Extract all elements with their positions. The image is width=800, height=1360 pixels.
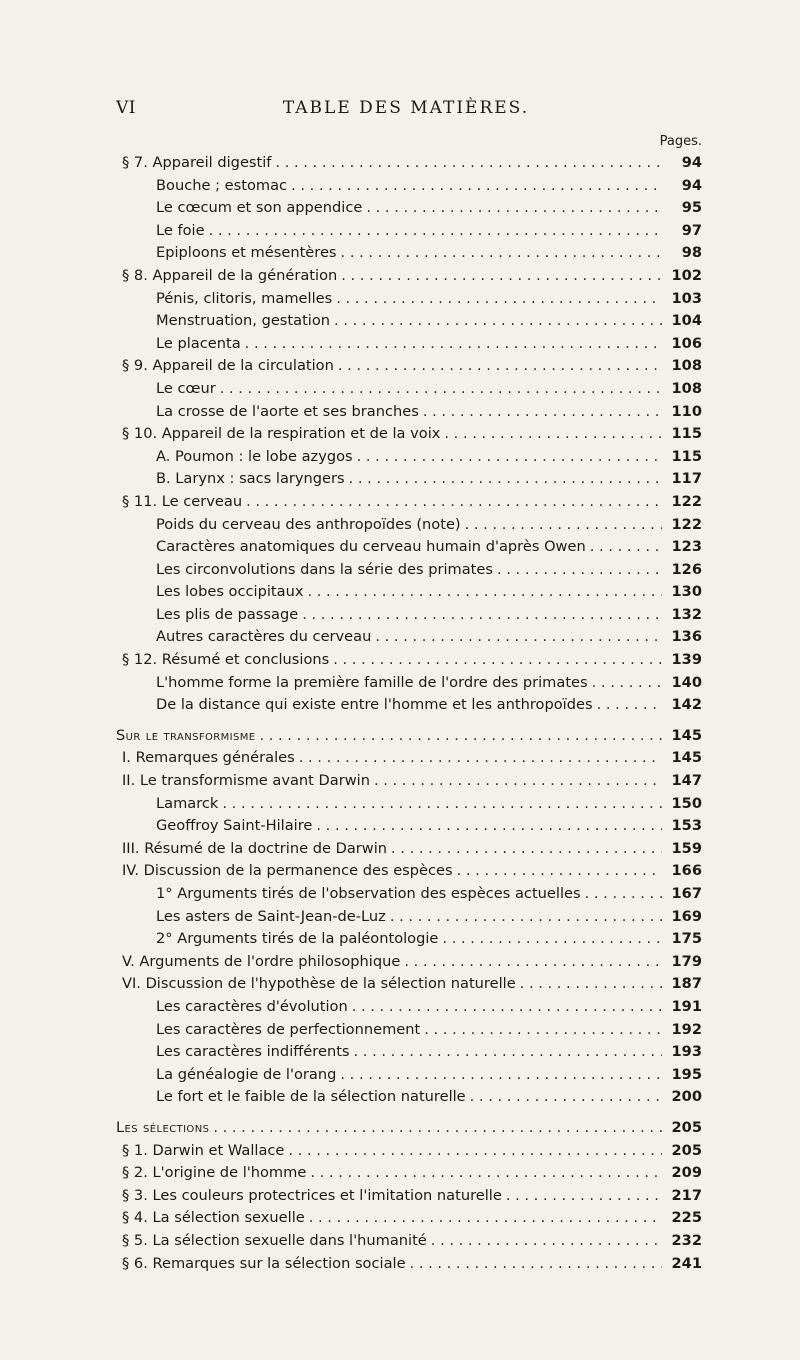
toc-entry-label: Les lobes occipitaux — [156, 583, 304, 601]
dot-leader — [310, 1162, 662, 1185]
toc-entry-page: 115 — [671, 447, 702, 465]
page-title: TABLE DES MATIÈRES. — [282, 98, 530, 118]
dot-leader — [213, 1117, 662, 1140]
dot-leader — [597, 694, 662, 717]
toc-entry — [116, 559, 702, 582]
page-folio: VI — [116, 98, 136, 118]
dot-leader — [291, 175, 662, 198]
toc-entry-page: 241 — [671, 1254, 702, 1272]
toc-entry-page: 167 — [671, 885, 702, 902]
dot-leader — [465, 514, 662, 537]
toc-entry-label: Le placenta — [156, 334, 241, 352]
toc-entry — [116, 175, 702, 198]
toc-entry-label: § 5. La sélection sexuelle dans l'humanité — [122, 1231, 427, 1249]
toc-entry-label: Les sélections — [116, 1118, 210, 1136]
dot-leader — [357, 446, 662, 469]
dot-leader — [288, 1140, 662, 1163]
toc-entry-page: 166 — [671, 862, 702, 880]
toc-entry — [116, 401, 702, 424]
toc-entry-page: 150 — [671, 794, 702, 812]
toc-entry-page: 145 — [671, 726, 702, 744]
toc-entry — [116, 951, 702, 974]
toc-entry-label: A. Poumon : le lobe azygos — [156, 447, 353, 465]
toc-entry-label: La généalogie de l'orang — [156, 1065, 337, 1083]
pages-column-label: Pages. — [659, 134, 702, 149]
dot-leader — [341, 265, 662, 288]
toc-entry — [116, 1064, 702, 1087]
toc-entry-label: La crosse de l'aorte et ses branches — [156, 402, 419, 420]
toc-entry-page: 122 — [671, 492, 702, 510]
toc-entry — [116, 514, 702, 537]
toc-entry-page: 205 — [671, 1118, 702, 1136]
toc-entry-page: 159 — [671, 839, 702, 857]
dot-leader — [349, 468, 662, 491]
dot-leader — [209, 220, 662, 243]
toc-entry — [116, 815, 702, 838]
toc-entry — [116, 996, 702, 1019]
toc-entry — [116, 973, 702, 996]
toc-entry-label: Caractères anatomiques du cerveau humain d'après Owen — [156, 538, 586, 556]
toc-entry-page: 195 — [671, 1065, 702, 1083]
dot-leader — [275, 152, 662, 175]
toc-entry-label: § 11. Le cerveau — [122, 492, 243, 510]
toc-entry — [116, 649, 702, 672]
toc-entry-page: 217 — [671, 1186, 702, 1204]
toc-entry-page: 95 — [681, 199, 702, 217]
toc-entry-label: IV. Discussion de la permanence des espèces — [122, 862, 453, 880]
dot-leader — [299, 747, 662, 770]
dot-leader — [302, 604, 662, 627]
toc-entry-label: § 4. La sélection sexuelle — [122, 1209, 305, 1227]
toc-entry — [116, 468, 702, 491]
toc-entry-label: De la distance qui existe entre l'homme et les anthropoïdes — [156, 696, 593, 714]
toc-entry — [116, 491, 702, 514]
toc-entry-page: 104 — [671, 312, 702, 330]
toc-entry-page: 102 — [671, 266, 702, 284]
dot-leader — [404, 951, 662, 974]
toc-entry-label: VI. Discussion de l'hypothèse de la sélection naturelle — [122, 975, 516, 993]
dot-leader — [391, 838, 662, 861]
toc-entry-page: 132 — [671, 605, 702, 623]
toc-entry — [116, 242, 702, 265]
toc-entry-label: Les circonvolutions dans la série des primates — [156, 560, 493, 578]
dot-leader — [375, 626, 662, 649]
toc-entry-page: 200 — [671, 1088, 702, 1106]
toc-entry — [116, 725, 702, 748]
dot-leader — [423, 401, 662, 424]
dot-leader — [245, 333, 662, 356]
toc-entry-page: 142 — [671, 696, 702, 714]
dot-leader — [497, 559, 662, 582]
toc-entry-label: Pénis, clitoris, mamelles — [156, 289, 333, 307]
toc-entry — [116, 1207, 702, 1230]
toc-entry-page: 193 — [671, 1043, 702, 1061]
toc-entry-page: 187 — [671, 975, 702, 993]
dot-leader — [410, 1253, 662, 1276]
toc-entry — [116, 883, 702, 906]
toc-entry — [116, 220, 702, 243]
toc-entry-label: Le foie — [156, 221, 205, 239]
toc-entry-label: Le cœur — [156, 379, 216, 397]
dot-leader — [340, 1064, 662, 1087]
toc-entry-label: I. Remarques générales — [122, 749, 295, 767]
toc-entry-page: 153 — [671, 817, 702, 835]
dot-leader — [366, 197, 662, 220]
dot-leader — [246, 491, 662, 514]
toc-entry — [116, 333, 702, 356]
toc-entry-label: III. Résumé de la doctrine de Darwin — [122, 839, 388, 857]
dot-leader — [259, 725, 662, 748]
toc-entry-page: 98 — [681, 244, 702, 262]
toc-entry — [116, 1019, 702, 1042]
dot-leader — [442, 928, 662, 951]
toc-entry-page: 225 — [671, 1209, 702, 1227]
toc-entry-label: Le fort et le faible de la sélection naturelle — [156, 1088, 466, 1106]
toc-entry — [116, 694, 702, 717]
dot-leader — [222, 793, 662, 816]
toc-entry-page: 97 — [681, 221, 702, 239]
toc-entry-page: 209 — [671, 1164, 702, 1182]
toc-entry-page: 94 — [681, 176, 702, 194]
dot-leader — [316, 815, 662, 838]
dot-leader — [590, 536, 662, 559]
toc-entry — [116, 860, 702, 883]
toc-entry-label: Bouche ; estomac — [156, 176, 288, 194]
toc-entry-label: V. Arguments de l'ordre philosophique — [122, 952, 401, 970]
toc-entry-label: B. Larynx : sacs laryngers — [156, 470, 345, 488]
toc-entry-page: 147 — [671, 772, 702, 790]
toc-entry-label: § 6. Remarques sur la sélection sociale — [122, 1254, 406, 1272]
toc-entry — [116, 793, 702, 816]
toc-entry-page: 139 — [671, 651, 702, 669]
toc-entry-label: § 8. Appareil de la génération — [122, 266, 338, 284]
toc-entry-page: 205 — [671, 1141, 702, 1159]
toc-entry-label: § 2. L'origine de l'homme — [122, 1164, 307, 1182]
toc-entry-page: 126 — [671, 560, 702, 578]
toc-entry-page: 192 — [671, 1020, 702, 1038]
toc-entry — [116, 288, 702, 311]
toc-entry — [116, 770, 702, 793]
dot-leader — [309, 1207, 662, 1230]
toc-entry-page: 175 — [671, 930, 702, 948]
toc-entry-page: 108 — [671, 357, 702, 375]
toc-entry-label: Epiploons et mésentères — [156, 244, 337, 262]
toc-entry — [116, 1086, 702, 1109]
dot-leader — [307, 581, 662, 604]
toc-entry — [116, 604, 702, 627]
toc-entry-page: 232 — [671, 1231, 702, 1249]
dot-leader — [354, 1041, 662, 1064]
dot-leader — [506, 1185, 662, 1208]
dot-leader — [592, 672, 662, 695]
toc-entry-label: Poids du cerveau des anthropoïdes (note) — [156, 515, 461, 533]
toc-entry-page: 94 — [681, 154, 702, 171]
toc-entry-label: II. Le transformisme avant Darwin — [122, 772, 370, 790]
toc-entry — [116, 265, 702, 288]
toc-entry-label: § 1. Darwin et Wallace — [122, 1141, 285, 1159]
toc-entry-page: 169 — [671, 907, 702, 925]
toc-entry — [116, 423, 702, 446]
toc-entry-label: § 9. Appareil de la circulation — [122, 357, 334, 375]
toc-entry-label: Les asters de Saint-Jean-de-Luz — [156, 907, 386, 925]
toc-entry — [116, 747, 702, 770]
toc-entry-label: § 12. Résumé et conclusions — [122, 651, 330, 669]
toc-entry — [116, 1162, 702, 1185]
dot-leader — [470, 1086, 662, 1109]
toc-entry-label: Les caractères indifférents — [156, 1043, 350, 1061]
dot-leader — [444, 423, 662, 446]
toc-entry-label: Lamarck — [156, 794, 219, 812]
toc-entry — [116, 928, 702, 951]
toc-entry-page: 117 — [671, 470, 702, 488]
toc-entry-label: Menstruation, gestation — [156, 312, 331, 330]
running-head — [116, 98, 696, 122]
toc-entry-label: § 10. Appareil de la respiration et de la voix — [122, 425, 441, 443]
toc-entry — [116, 355, 702, 378]
toc-entry-label: 1° Arguments tirés de l'observation des espèces actuelles — [156, 885, 581, 902]
toc-entry-label: Sur le transformisme — [116, 726, 256, 744]
dot-leader — [220, 378, 662, 401]
toc-entry — [116, 1041, 702, 1064]
toc-entry-page: 145 — [671, 749, 702, 767]
toc-entry-page: 110 — [671, 402, 702, 420]
toc-entry-page: 108 — [671, 379, 702, 397]
dot-leader — [352, 996, 662, 1019]
toc-entry — [116, 536, 702, 559]
dot-leader — [390, 906, 662, 929]
dot-leader — [374, 770, 662, 793]
toc-entry — [116, 152, 702, 175]
toc-entry — [116, 310, 702, 333]
toc-entry-page: 123 — [671, 538, 702, 556]
dot-leader — [520, 973, 662, 996]
dot-leader — [333, 649, 662, 672]
table-of-contents — [116, 152, 702, 1275]
toc-entry-label: Les caractères de perfectionnement — [156, 1020, 421, 1038]
toc-entry — [116, 1140, 702, 1163]
toc-entry-label: Le cœcum et son appendice — [156, 199, 363, 217]
dot-leader — [457, 860, 662, 883]
toc-entry — [116, 906, 702, 929]
toc-entry — [116, 838, 702, 861]
toc-entry-page: 115 — [671, 425, 702, 443]
toc-entry — [116, 672, 702, 695]
toc-entry — [116, 581, 702, 604]
dot-leader — [585, 883, 662, 906]
toc-entry-page: 140 — [671, 673, 702, 691]
toc-entry — [116, 1117, 702, 1140]
toc-entry — [116, 1185, 702, 1208]
toc-entry-label: § 3. Les couleurs protectrices et l'imitation naturelle — [122, 1186, 502, 1204]
dot-leader — [338, 355, 662, 378]
toc-entry-page: 130 — [671, 583, 702, 601]
dot-leader — [336, 288, 662, 311]
dot-leader — [341, 242, 662, 265]
dot-leader — [424, 1019, 662, 1042]
toc-entry-label: 2° Arguments tirés de la paléontologie — [156, 930, 439, 948]
toc-entry — [116, 1253, 702, 1276]
toc-entry-page: 122 — [671, 515, 702, 533]
toc-entry-label: Les caractères d'évolution — [156, 997, 348, 1015]
toc-entry-page: 136 — [671, 628, 702, 646]
toc-entry-page: 106 — [671, 334, 702, 352]
toc-entry-page: 103 — [671, 289, 702, 307]
dot-leader — [431, 1230, 662, 1253]
toc-entry-label: Les plis de passage — [156, 605, 299, 623]
toc-entry-page: 191 — [671, 997, 702, 1015]
toc-entry-label: Autres caractères du cerveau — [156, 628, 372, 646]
toc-entry — [116, 378, 702, 401]
toc-entry-label: Geoffroy Saint-Hilaire — [156, 817, 313, 835]
toc-entry — [116, 1230, 702, 1253]
toc-entry-page: 179 — [671, 952, 702, 970]
toc-entry — [116, 197, 702, 220]
toc-entry — [116, 626, 702, 649]
toc-entry-label: § 7. Appareil digestif — [122, 154, 272, 171]
toc-entry-label: L'homme forme la première famille de l'ordre des primates — [156, 673, 588, 691]
toc-entry — [116, 446, 702, 469]
dot-leader — [334, 310, 662, 333]
